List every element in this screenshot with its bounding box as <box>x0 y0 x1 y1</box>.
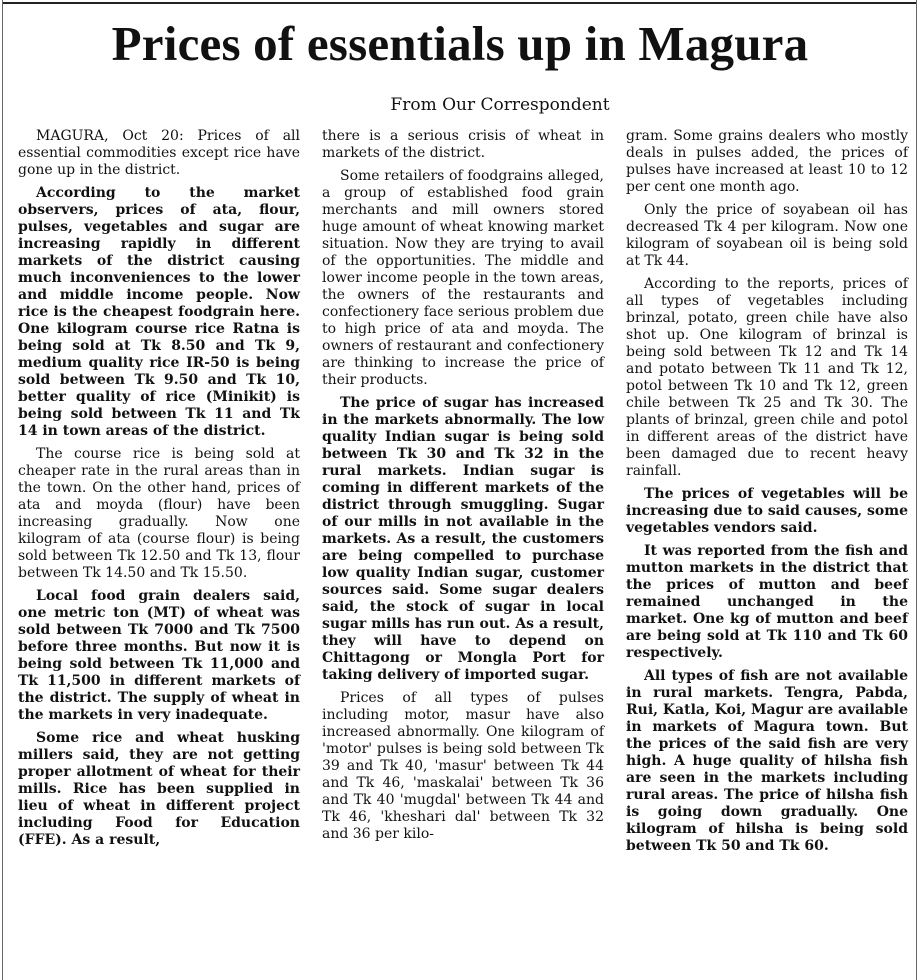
paragraph: MAGURA, Oct 20: Prices of all essential commodities except rice have gone up in the district. <box>18 128 300 178</box>
byline-text: From Our Correspondent <box>390 95 610 115</box>
paragraph: Some rice and wheat husking millers said, they are not getting proper allotment of wheat for their mills. Rice has been supplied in lieu of wheat in different project including Food for Education (FFE). As a result, <box>18 730 300 848</box>
byline <box>0 94 920 116</box>
column-3 <box>626 128 908 861</box>
paragraph: The prices of vegetables will be increasing due to said causes, some vegetables vendors said. <box>626 486 908 536</box>
paragraph: Local food grain dealers said, one metric ton (MT) of wheat was sold between Tk 7000 and Tk 7500 before three months. But now it is being sold between Tk 11,000 and Tk 11,500 in different markets of the district. The supply of wheat in the markets in very inadequate. <box>18 588 300 723</box>
headline: Prices of essentials up in Magura <box>111 16 809 71</box>
paragraph: Some retailers of foodgrains alleged, a group of established food grain merchants and mill owners stored huge amount of wheat knowing market situation. Now they are trying to avail of the opportunities. The middle and lower income people in the town areas, the owners of the restaurants and confectionery face serious problem due to high price of ata and moyda. The owners of restaurant and confectionery are thinking to increase the price of their products. <box>322 168 604 388</box>
paragraph: Only the price of soyabean oil has decreased Tk 4 per kilogram. Now one kilogram of soyabean oil is being sold at Tk 44. <box>626 202 908 269</box>
paragraph: All types of fish are not available in rural markets. Tengra, Pabda, Rui, Katla, Koi, Magur are available in markets of Magura town. But the prices of the said fish are very high. A huge quality of hilsha fish are seen in the markets including rural areas. The price of hilsha fish is going down gradually. One kilogram of hilsha is being sold between Tk 50 and Tk 60. <box>626 668 909 854</box>
paragraph: The price of sugar has increased in the markets abnormally. The low quality Indian sugar is being sold between Tk 30 and Tk 32 in the rural markets. Indian sugar is coming in different markets of the district through smuggling. Sugar of our mills in not available in the markets. As a result, the customers are being compelled to purchase low quality Indian sugar, customer sources said. Some sugar dealers said, the stock of sugar in local sugar mills has run out. As a result, they will have to depend on Chittagong or Mongla Port for taking delivery of imported sugar. <box>322 395 604 683</box>
paragraph: The course rice is being sold at cheaper rate in the rural areas than in the town. On the other hand, prices of ata and moyda (flour) have been increasing gradually. Now one kilogram of ata (course flour) is being sold between Tk 12.50 and Tk 13, flour between Tk 14.50 and Tk 15.50. <box>18 446 300 581</box>
paragraph: Prices of all types of pulses including motor, masur have also increased abnormally. One kilogram of 'motor' pulses is being sold between Tk 39 and Tk 40, 'masur' between Tk 44 and Tk 46, 'maskalai' between Tk 36 and Tk 40 'mugdal' between Tk 44 and Tk 46, 'kheshari dal' between Tk 32 and 36 per kilo- <box>322 690 604 842</box>
paragraph: gram. Some grains dealers who mostly deals in pulses added, the prices of pulses have increased at least 10 to 12 per cent one month ago. <box>626 128 908 195</box>
left-border <box>2 0 3 980</box>
paragraph: According to the reports, prices of all types of vegetables including brinzal, potato, green chile have also shot up. One kilogram of brinzal is being sold between Tk 12 and Tk 14 and potato between Tk 11 and Tk 12, potol between Tk 10 and Tk 12, green chile between Tk 25 and Tk 30. The plants of brinzal, green chile and potol in different areas of the district have been damaged due to recent heavy rainfall. <box>626 276 908 479</box>
paragraph: It was reported from the fish and mutton markets in the district that the prices of mutton and beef remained unchanged in the market. One kg of mutton and beef are being sold at Tk 110 and Tk 60 respectively. <box>626 543 908 661</box>
paragraph: there is a serious crisis of wheat in markets of the district. <box>322 128 604 161</box>
paragraph: According to the market observers, prices of ata, flour, pulses, vegetables and sugar are increasing rapidly in different markets of the district causing much inconveniences to the lower and middle income people. Now rice is the cheapest foodgrain here. One kilogram course rice Ratna is being sold at Tk 8.50 and Tk 9, medium quality rice IR-50 is being sold between Tk 9.50 and Tk 10, better quality of rice (Minikit) is being sold between Tk 11 and Tk 14 in town areas of the district. <box>18 185 300 439</box>
column-2 <box>322 128 604 849</box>
column-1 <box>18 128 300 855</box>
right-border <box>916 0 917 980</box>
